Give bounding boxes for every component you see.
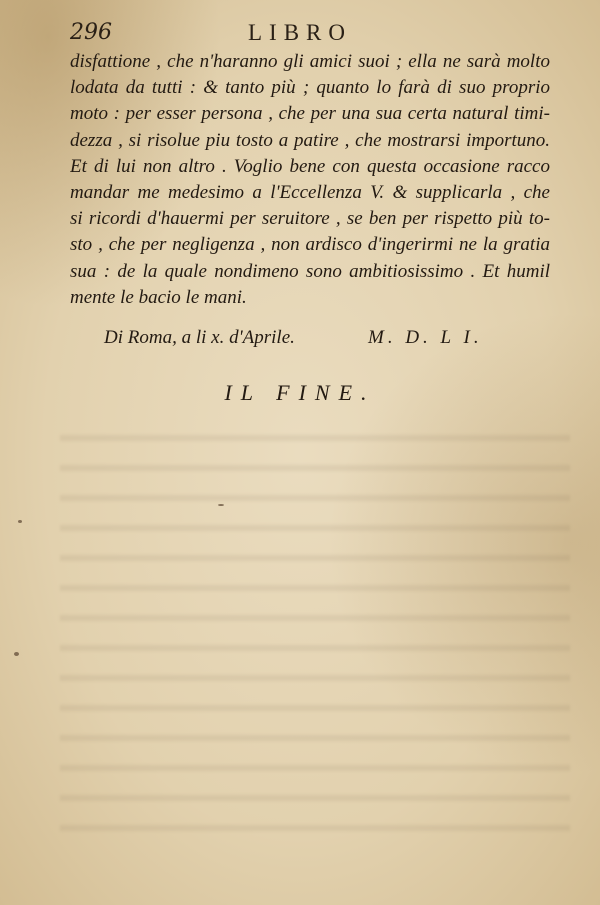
- page-header: [0, 14, 600, 50]
- ink-speck: [18, 520, 22, 523]
- page-number: 296: [70, 20, 112, 45]
- text-line: moto : per esser persona , che per una sua certa natural timi-: [70, 103, 550, 125]
- text-line: sto , che per negligenza , non ardisco d'ingerirmi ne la gratia: [70, 234, 550, 256]
- text-line: Et di lui non altro . Voglio bene con questa occasione racco: [70, 155, 550, 177]
- place-date: Di Roma, a li x. d'Aprile.: [104, 327, 295, 348]
- year: M. D. L I.: [368, 327, 483, 348]
- text-line: disfattione , che n'haranno gli amici suoi ; ella ne sarà molto: [70, 51, 550, 72]
- text-line: mente le bacio le mani.: [70, 286, 247, 308]
- finis: IL FINE.: [224, 380, 376, 405]
- running-head: LIBRO: [248, 20, 352, 45]
- text-line: sua : de la quale nondimeno sono ambitiosissimo . Et humil: [70, 260, 550, 282]
- text-line: mandar me medesimo a l'Eccellenza V. & supplicarla , che: [70, 181, 550, 203]
- letter-body: [70, 49, 550, 311]
- text-line: si ricordi d'hauermi per seruitore , se ben per rispetto più to-: [70, 208, 550, 230]
- ink-speck: [218, 504, 224, 506]
- dateline: [104, 327, 524, 353]
- text-line: lodata da tutti : & tanto più ; quanto lo farà di suo proprio: [70, 77, 550, 99]
- text-line: dezza , si risolue piu tosto a patire , che mostrarsi importuno.: [70, 129, 550, 151]
- ink-speck: [14, 652, 19, 656]
- show-through-texture: [60, 420, 570, 840]
